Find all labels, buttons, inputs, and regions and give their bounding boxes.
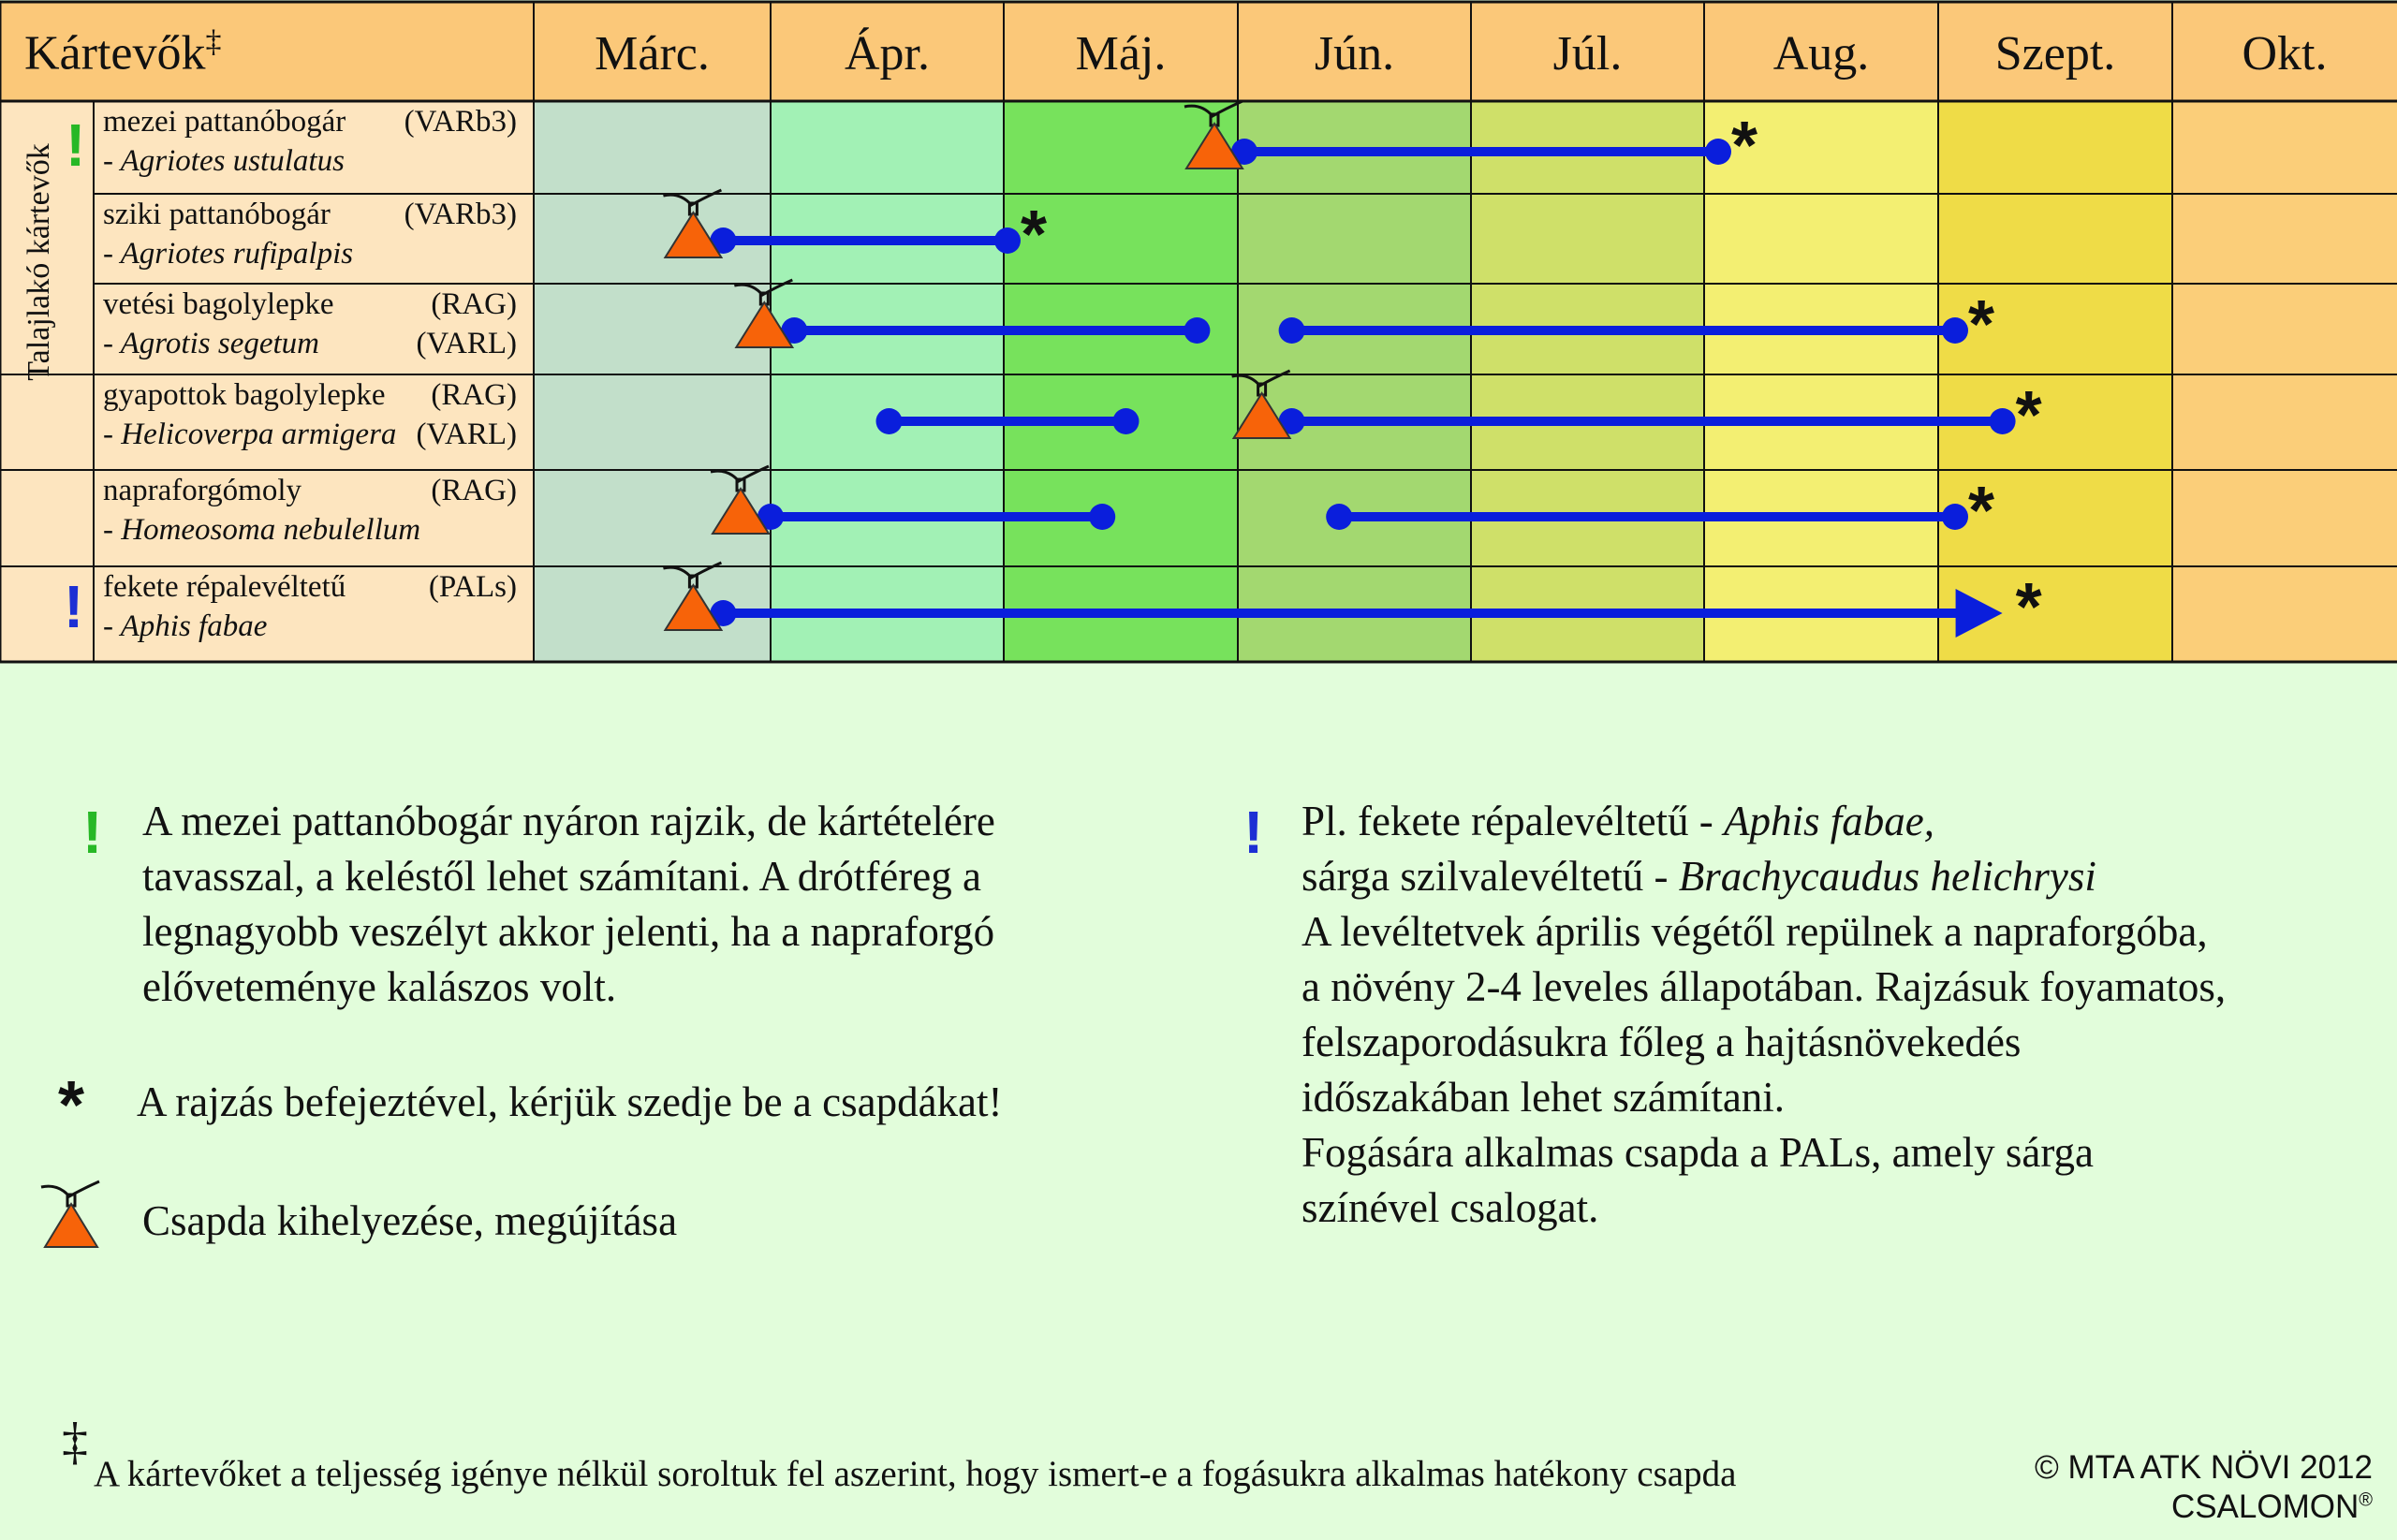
- row-trap-type: (PALs): [428, 570, 517, 604]
- month-column: [2172, 101, 2397, 662]
- row-common-name: mezei pattanóbogár: [103, 105, 346, 139]
- note-left-line: tavasszal, a keléstől lehet számítani. A drótféreg a: [142, 853, 981, 900]
- note-right-line: Fogására alkalmas csapda a PALs, amely sárga: [1301, 1129, 2095, 1176]
- month-label: Szept.: [1994, 27, 2116, 81]
- period-end-dot: [1113, 408, 1140, 434]
- period-end-dot: [1705, 139, 1731, 165]
- note-star-text: A rajzás befejeztével, kérjük szedje be a csapdákat!: [137, 1078, 1003, 1125]
- period-end-dot: [1089, 504, 1115, 530]
- row-common-name: gyapottok bagolylepke: [103, 378, 386, 412]
- row-trap-type: (RAG): [431, 474, 517, 507]
- month-column: [1471, 101, 1704, 662]
- row-trap-type: (RAG): [431, 378, 517, 412]
- credit-line1: © MTA ATK NÖVI 2012: [2034, 1449, 2373, 1486]
- month-column: [534, 101, 771, 662]
- footnote-mark: ‡: [62, 1413, 88, 1471]
- note-right-line: színével csalogat.: [1301, 1184, 1599, 1231]
- row-common-name: sziki pattanóbogár: [103, 198, 331, 231]
- month-label: Máj.: [1075, 27, 1167, 81]
- row-trap-type: (VARb3): [404, 105, 517, 139]
- end-star-mark: *: [1968, 287, 1995, 362]
- note-right-line: A levéltetvek április végétől repülnek a napraforgóba,: [1301, 908, 2208, 955]
- row-trap-type-2: (VARL): [416, 418, 517, 451]
- row-common-name: napraforgómoly: [103, 474, 302, 507]
- row-latin-name: - Helicoverpa armigera: [103, 418, 397, 451]
- month-label: Jún.: [1314, 27, 1395, 81]
- group-mark: !: [66, 111, 86, 179]
- row-common-name: fekete répalevéltetű: [103, 570, 346, 604]
- note-right-mark: !: [1243, 799, 1264, 866]
- month-label: Júl.: [1552, 27, 1623, 81]
- note-trap-text: Csapda kihelyezése, megújítása: [142, 1197, 678, 1244]
- note-left-text: [142, 794, 995, 1015]
- end-star-mark: *: [1731, 109, 1758, 183]
- period-start-dot: [1326, 504, 1352, 530]
- period-end-dot: [1942, 504, 1968, 530]
- month-column: [771, 101, 1004, 662]
- note-right-line: a növény 2-4 leveles állapotában. Rajzásuk foyamatos,: [1301, 963, 2227, 1010]
- period-end-dot: [1990, 408, 2016, 434]
- row-latin-name: - Agriotes rufipalpis: [103, 237, 354, 271]
- period-start-dot: [876, 408, 903, 434]
- credit-line2: CSALOMON®: [2170, 1489, 2373, 1525]
- registered-mark: ®: [2359, 1489, 2373, 1511]
- row-common-name: vetési bagolylepke: [103, 287, 334, 321]
- month-column: [1004, 101, 1238, 662]
- row-latin-name: - Agrotis segetum: [103, 327, 319, 360]
- row-latin-name: - Agriotes ustulatus: [103, 144, 345, 178]
- month-label: Okt.: [2242, 27, 2328, 81]
- chart-title: Kártevők‡: [24, 24, 222, 81]
- note-right-line1: Pl. fekete répalevéltetű - Aphis fabae,: [1301, 798, 1935, 844]
- note-right-line2: sárga szilvalevéltetű - Brachycaudus helichrysi: [1301, 853, 2096, 900]
- footnote-text: A kártevőket a teljesség igénye nélkül soroltuk fel aszerint, hogy ismert-e a fogásukra alkalmas hatékony csapda: [94, 1454, 1737, 1494]
- month-label: Márc.: [595, 27, 710, 81]
- row-trap-type: (RAG): [431, 287, 517, 321]
- month-column: [1704, 101, 1938, 662]
- month-column: [1938, 101, 2172, 662]
- end-star-mark: *: [2015, 378, 2042, 453]
- trap-legend-icon: [37, 1180, 109, 1253]
- month-column: [1238, 101, 1471, 662]
- period-end-dot: [1942, 317, 1968, 344]
- note-left-line: A mezei pattanóbogár nyáron rajzik, de kártételére: [142, 798, 995, 844]
- row-trap-type-2: (VARL): [416, 327, 517, 360]
- end-star-mark: *: [1968, 474, 1995, 549]
- note-right-line: felszaporodásukra főleg a hajtásnövekedés: [1301, 1019, 2022, 1065]
- group-label: Talajlakó kártevők: [22, 143, 56, 381]
- note-right-text: [1301, 794, 2226, 1236]
- row-latin-name: - Aphis fabae: [103, 609, 268, 643]
- period-end-dot: [994, 227, 1021, 254]
- note-star-mark: *: [58, 1068, 85, 1143]
- end-star-mark: *: [2015, 570, 2042, 645]
- note-left-line: előveteménye kalászos volt.: [142, 963, 617, 1010]
- note-right-line: időszakában lehet számítani.: [1301, 1074, 1786, 1121]
- period-start-dot: [1279, 317, 1305, 344]
- end-star-mark: *: [1021, 198, 1048, 272]
- note-left-mark: !: [82, 799, 103, 866]
- period-end-dot: [1184, 317, 1210, 344]
- note-left-line: legnagyobb veszélyt akkor jelenti, ha a napraforgó: [142, 908, 995, 955]
- row-latin-name: - Homeosoma nebulellum: [103, 513, 421, 547]
- row-trap-type: (VARb3): [404, 198, 517, 231]
- month-label: Aug.: [1772, 27, 1870, 81]
- title-footnote-mark: ‡: [205, 24, 222, 59]
- month-label: Ápr.: [845, 27, 930, 81]
- row-mark: !: [64, 573, 84, 640]
